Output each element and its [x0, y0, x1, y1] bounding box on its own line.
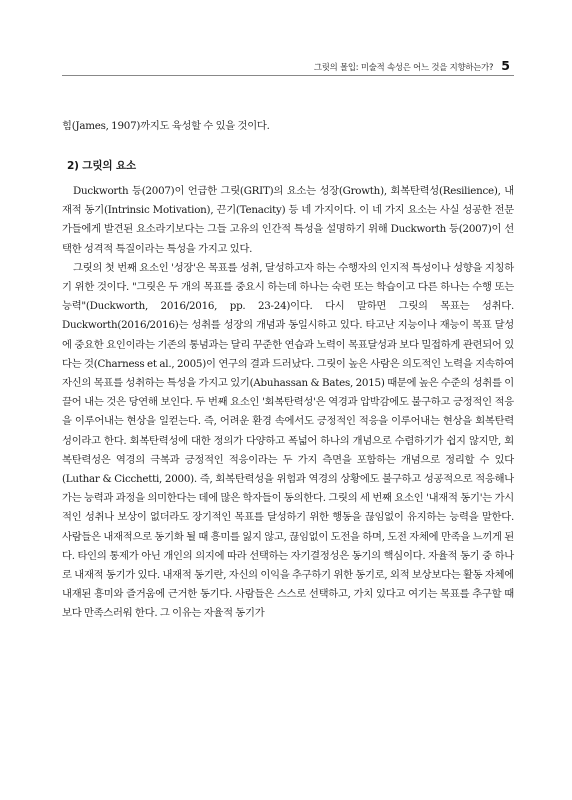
page-number: 5 — [501, 58, 510, 73]
paragraph-growth-resilience-motivation: 그릿의 첫 번째 요소인 '성장'은 목표를 성취, 달성하고자 하는 수행자의 인지적 특성이나 성향을 지칭하기 위한 것이다. "그릿은 두 개의 목표를 중요시 하는데 하나는 숙련 또는 학습이고 다른 하나는 수행 또는 능력"(Duckworth, 2016/2016, pp. 23-24)이다. 다시 말하면 그릿의 목표는 성취다. Duckworth(2016/2016)는 성취를 성장의 개념과 동일시하고 있다. 타고난 지능이나 재능이 목표 달성에 중요한 요인이라는 기존의 통념과는 달리 꾸준한 연습과 노력이 목표달성과 보다 밀접하게 관련되어 있다는 것(Charness et al., 2005)이 연구의 결과 드러났다. 그릿이 높은 사람은 의도적인 노력을 지속하여 자신의 목표를 성취하는 특성을 가지고 있기(Abuhassan & Bates, 2015) 때문에 높은 수준의 성취를 이끌어 내는 것은 당연해 보인다. 두 번째 요소인 '회복탄력성'은 역경과 압박감에도 불구하고 긍정적인 적응을 이루어내는 현상을 일컫는다. 즉, 어려운 환경 속에서도 긍정적인 적응을 이루어내는 현상을 회복탄력성이라고 한다. 회복탄력성에 대한 정의가 다양하고 폭넓어 하나의 개념으로 수렴하기가 쉽지 않지만, 회복탄력성은 역경의 극복과 긍정적인 적응이라는 두 가지 측면을 포함하는 개념으로 정리할 수 있다(Luthar & Cicchetti, 2000). 즉, 회복탄력성을 위험과 역경의 상황에도 불구하고 성공적으로 적응해나가는 능력과 과정을 의미한다는 데에 많은 학자들이 동의한다. 그릿의 세 번째 요소인 '내재적 동기'는 가시적인 성취나 보상이 없더라도 장기적인 목표를 달성하기 위한 행동을 끊임없이 유지하는 능력을 말한다. 사람들은 내재적으로 동기화 될 때 흥미를 잃지 않고, 끊임없이 도전을 하며, 도전 자체에 만족을 느끼게 된다. 타인의 통제가 아닌 개인의 의지에 따라 선택하는 자기결정성은 동기의 핵심이다. 자율적 동기 중 하나로 내재적 동기가 있다. 내재적 동기란, 자신의 이익을 추구하기 위한 동기로, 외적 보상보다는 활동 자체에 내재된 흥미와 즐거움에 근거한 동기다. 사람들은 스스로 선택하고, 가치 있다고 여기는 목표를 추구할 때 보다 만족스러워 한다. 그 이유는 자율적 동기가 — [62, 261, 514, 620]
header-divider — [62, 75, 514, 76]
running-header — [314, 58, 510, 73]
section-body — [62, 182, 514, 624]
paragraph-grit-elements: Duckworth 등(2007)이 언급한 그릿(GRIT)의 요소는 성장(Growth), 회복탄력성(Resilience), 내재적 동기(Intrinsic Motivation), 끈기(Tenacity) 등 네 가지이다. 이 네 가지 요소는 사실 성공한 전문가들에게 발견된 요소라기보다는 그들 고유의 인간적 특성을 설명하기 위해 Duckworth 등(2007)이 선택한 성격적 특질이라는 특성을 가지고 있다. — [62, 185, 514, 255]
running-title: 그릿의 몰입: 미술적 속성은 어느 것을 지향하는가? — [313, 62, 494, 72]
section-heading: 2) 그릿의 요소 — [67, 160, 136, 172]
continuation-paragraph: 힘(James, 1907)까지도 육성할 수 있을 것이다. — [62, 120, 270, 132]
